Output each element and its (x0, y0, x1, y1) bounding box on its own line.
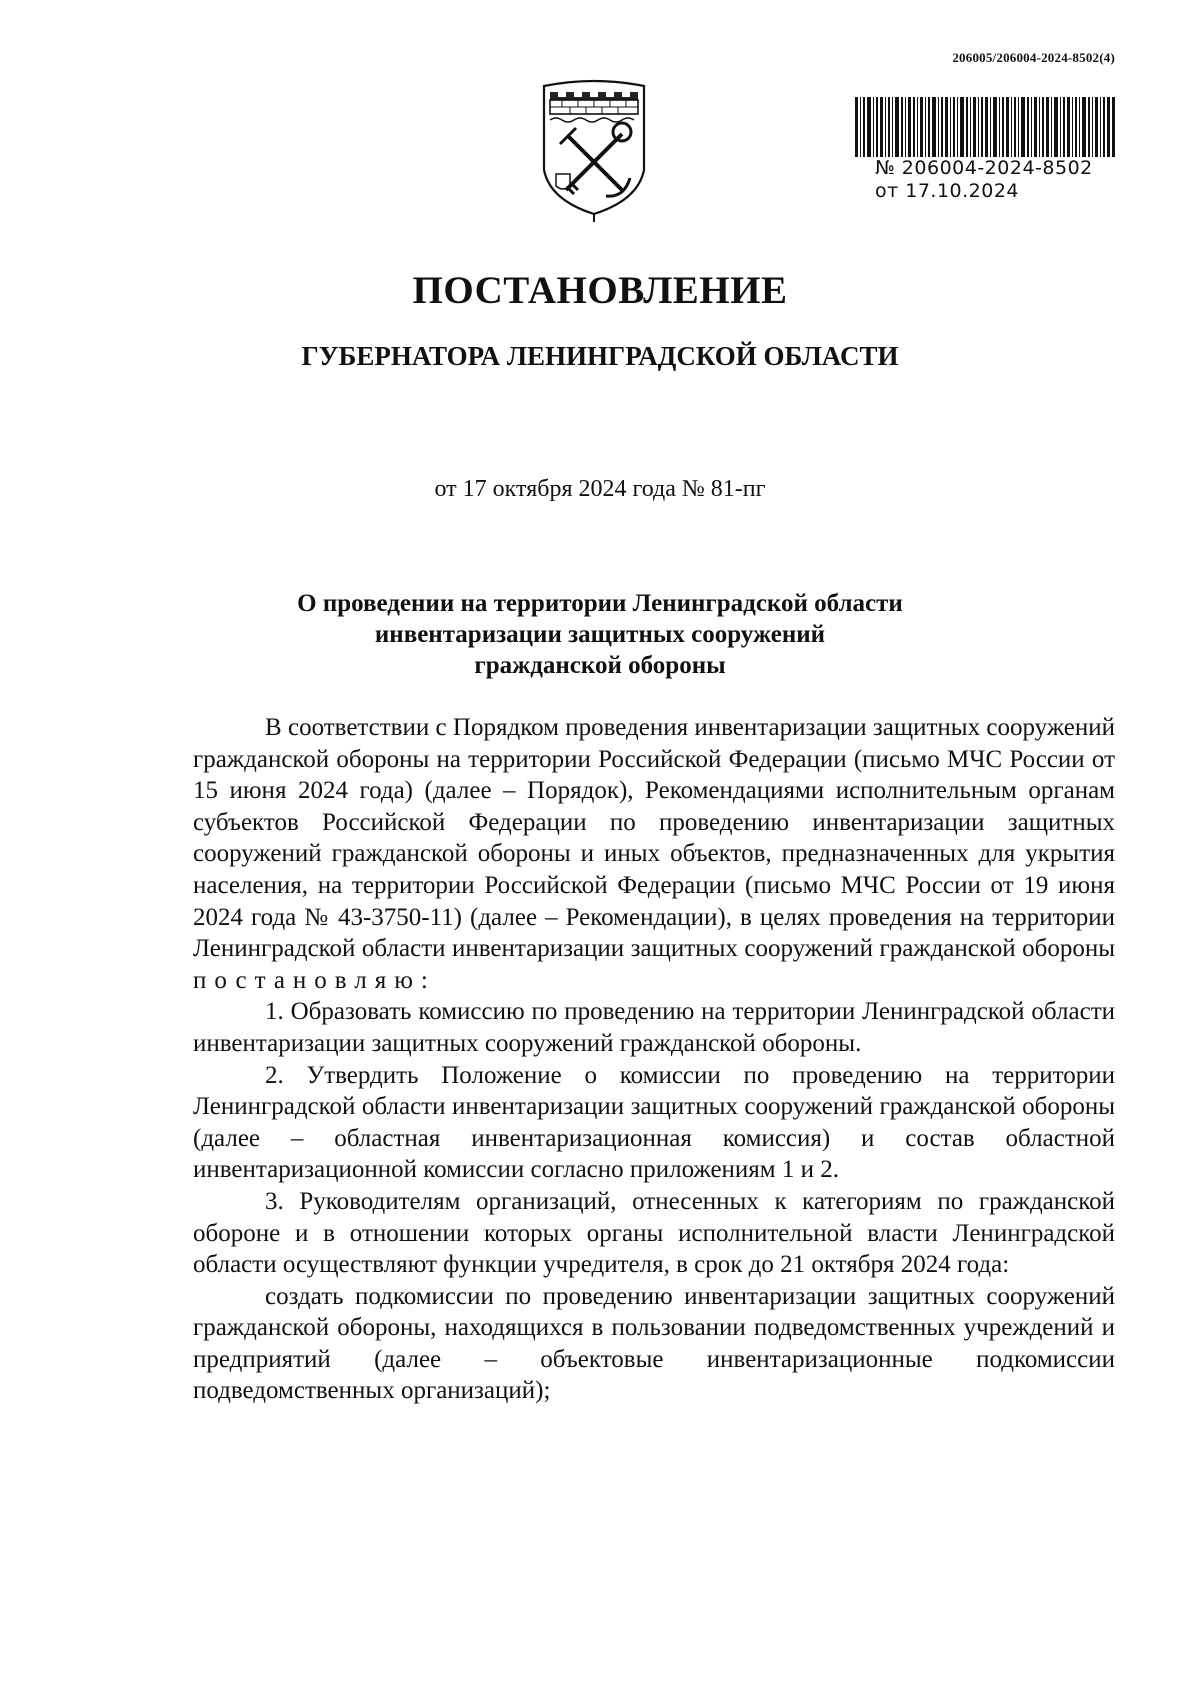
preamble-verb: постановляю: (193, 966, 436, 994)
document-type-heading: ПОСТАНОВЛЕНИЕ (412, 269, 788, 312)
registration-date: от 17.10.2024 (875, 180, 1020, 202)
document-title-line: инвентаризации защитных сооружений (374, 621, 826, 648)
preamble-paragraph (193, 712, 1115, 996)
registration-stamp (855, 97, 1125, 203)
document-title (0, 588, 1200, 681)
document-date-number: от 17 октября 2024 года № 81-пг (434, 476, 766, 502)
body-paragraph-2: 2. Утвердить Положение о комиссии по проведению на территории Ленинградской области инвентаризации защитных сооружений гражданской обороны (далее – областная инвентаризационная комиссия) и состав областной инвентаризационной комиссии согласно приложениям 1 и 2. (193, 1061, 1115, 1184)
document-corner-code: 206005/206004-2024-8502(4) (952, 50, 1115, 65)
body-paragraph-3-subitem: создать подкомиссии по проведению инвентаризации защитных сооружений гражданской обороны, находящихся в пользовании подведомственных учреждений и предприятий (далее – объектовые инвентаризационные подкомиссии подведомственных организаций); (193, 1282, 1115, 1405)
preamble-text: В соответствии с Порядком проведения инвентаризации защитных сооружений гражданской обороны на территории Российской Федерации (письмо МЧС России от 15 июня 2024 года) (далее – Порядок), Рекомендациями исполнительным органам субъектов Российской Федерации по проведению инвентаризации защитных сооружений гражданской обороны и иных объектов, предназначенных для укрытия населения, на территории Российской Федерации (письмо МЧС России от 19 июня 2024 года № 43-3750-11) (далее – Рекомендации), в целях проведения на территории Ленинградской области инвентаризации защитных сооружений гражданской обороны (193, 714, 1115, 963)
body-paragraph-3: 3. Руководителям организаций, отнесенных к категориям по гражданской обороне и в отношении которых органы исполнительной власти Ленинградской области осуществляют функции учредителя, в срок до 21 октября 2024 года: (193, 1187, 1115, 1279)
document-issuer-heading: ГУБЕРНАТОРА ЛЕНИНГРАДСКОЙ ОБЛАСТИ (301, 341, 899, 371)
document-title-line: О проведении на территории Ленинградской области (297, 590, 903, 617)
coat-of-arms-icon (538, 78, 650, 223)
body-paragraph-1: 1. Образовать комиссию по проведению на территории Ленинградской области инвентаризации защитных сооружений гражданской обороны. (193, 998, 1115, 1057)
barcode-icon (855, 97, 1115, 157)
document-body (193, 712, 1115, 1407)
registration-number: № 206004-2024-8502 (875, 157, 1093, 179)
document-title-line: гражданской обороны (474, 652, 726, 679)
